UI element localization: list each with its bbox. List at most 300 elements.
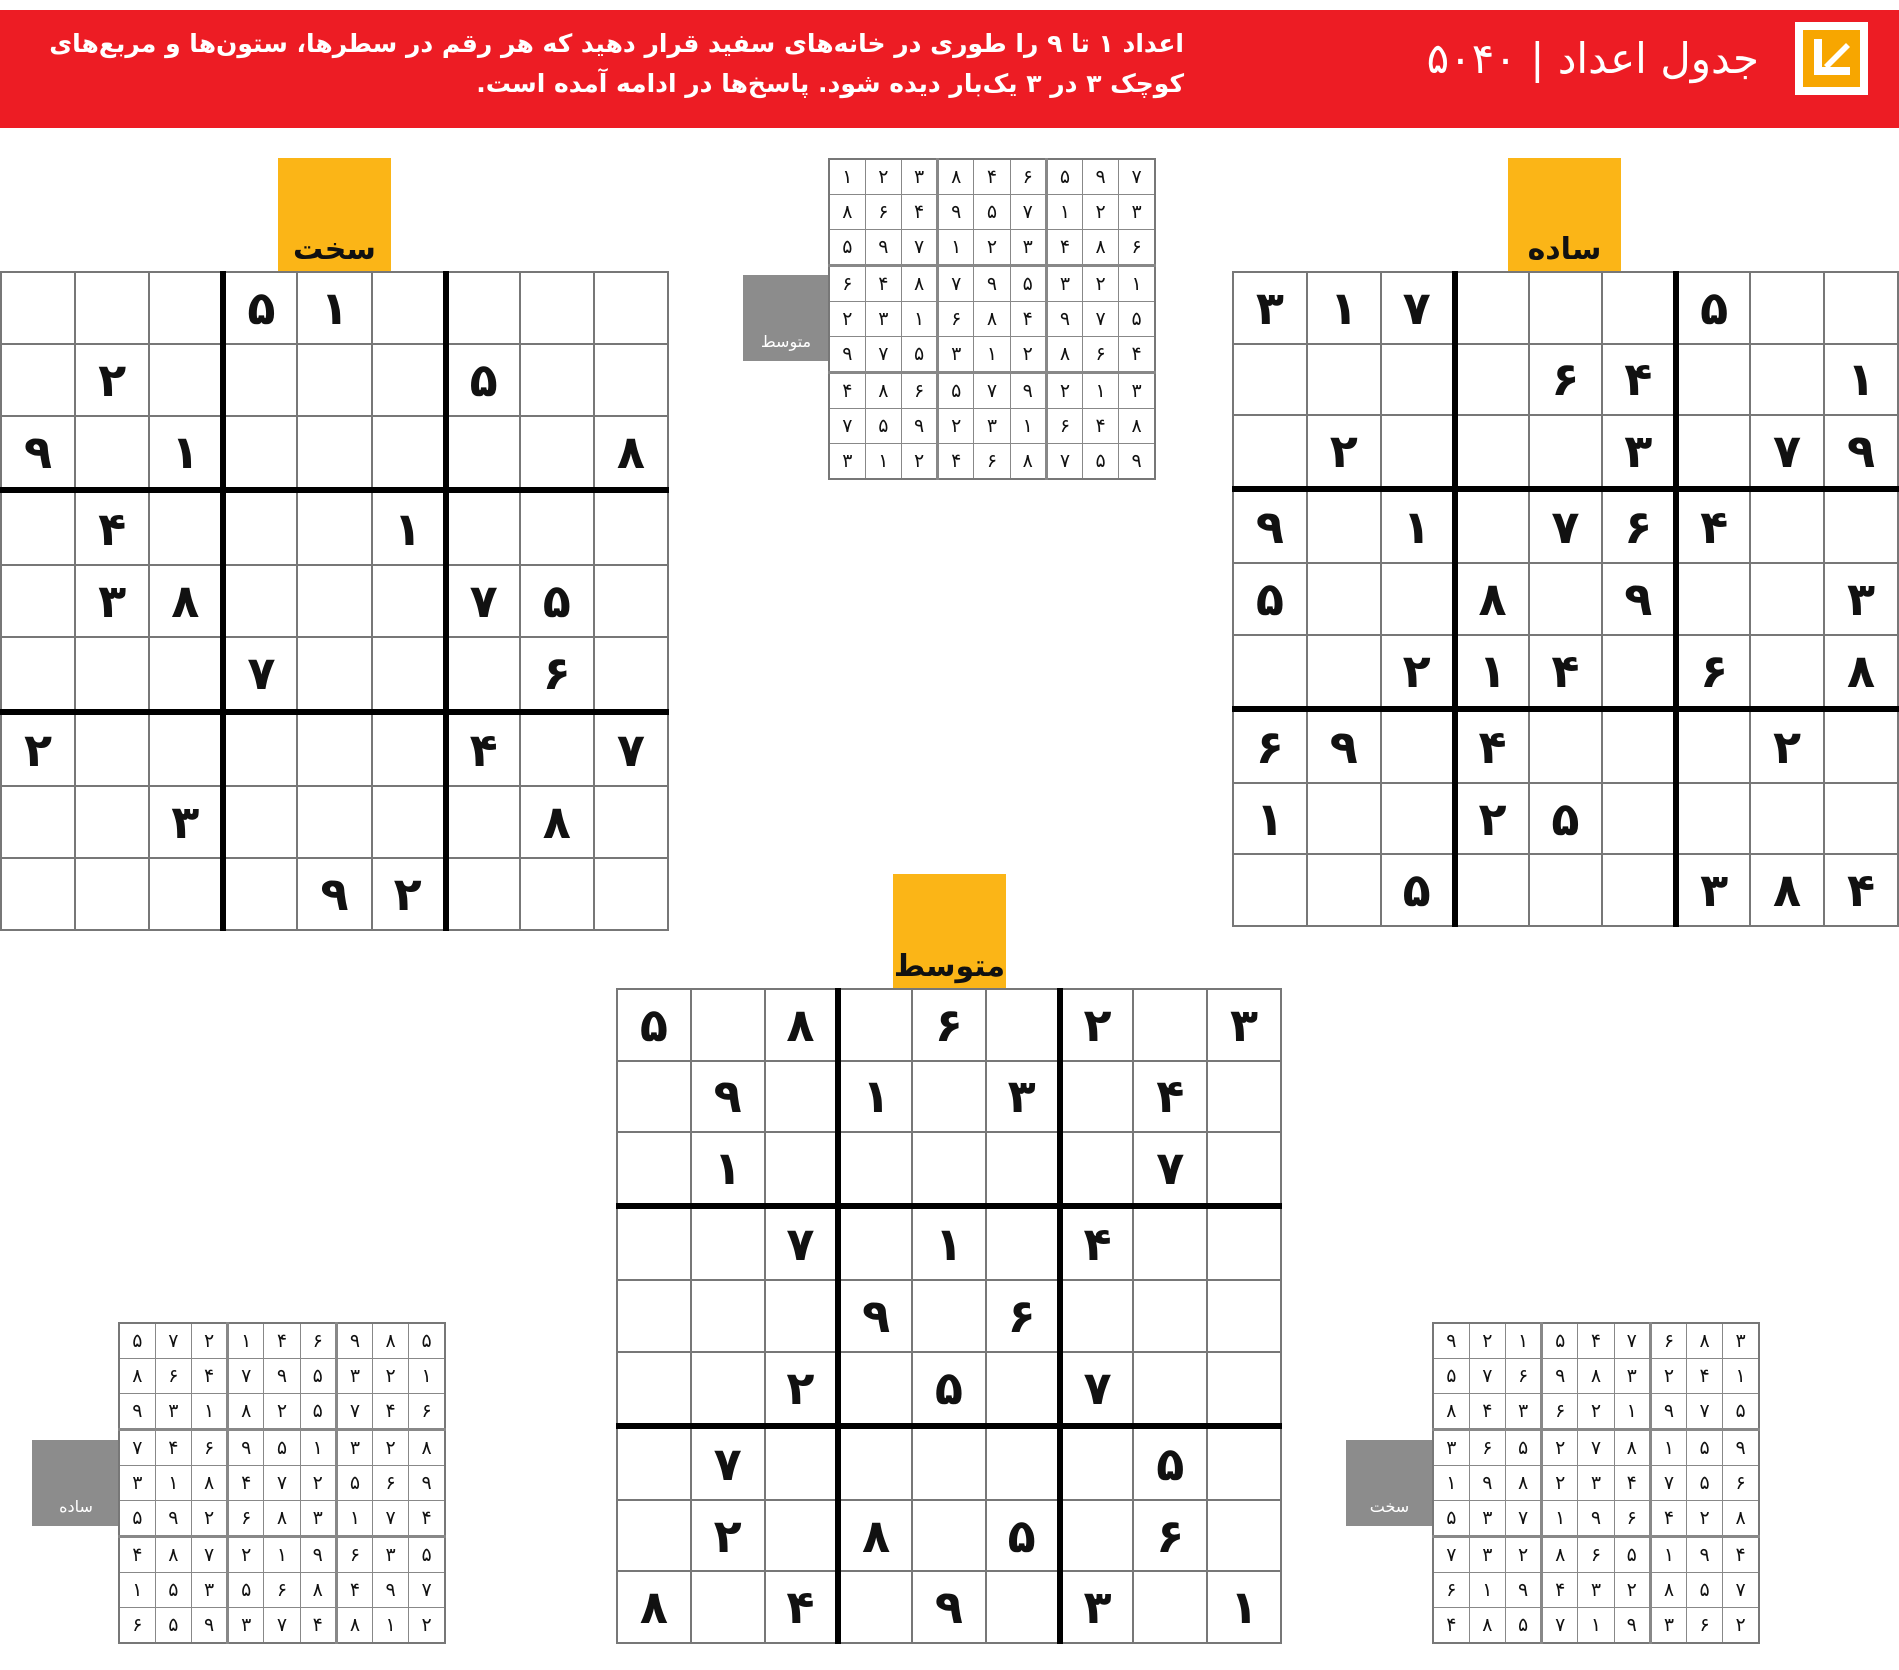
grid-cell: ۱ <box>912 1206 986 1280</box>
grid-cell <box>149 490 223 565</box>
grid-cell <box>1207 1280 1281 1352</box>
grid-cell: ۳ <box>75 565 149 637</box>
grid-cell: ۸ <box>1433 1393 1469 1429</box>
grid-cell <box>1133 1571 1207 1643</box>
grid-cell: ۵ <box>1119 302 1155 337</box>
grid-cell: ۱ <box>1723 1358 1759 1393</box>
grid-cell: ۹ <box>1650 1393 1686 1429</box>
grid-cell: ۶ <box>1083 336 1119 372</box>
grid-cell: ۲ <box>1307 415 1381 489</box>
grid-cell: ۸ <box>1650 1573 1686 1608</box>
grid-cell: ۸ <box>149 565 223 637</box>
grid-cell: ۷ <box>446 565 520 637</box>
grid-cell: ۶ <box>1469 1429 1505 1465</box>
grid-cell: ۱ <box>1542 1500 1578 1536</box>
grid-cell <box>520 344 594 416</box>
grid-cell: ۶ <box>1433 1573 1469 1608</box>
grid-cell: ۵ <box>300 1393 336 1429</box>
grid-cell: ۸ <box>838 1500 912 1572</box>
grid-cell: ۳ <box>829 443 865 479</box>
grid-cell <box>912 1426 986 1500</box>
grid-cell: ۵ <box>300 1358 336 1393</box>
grid-cell: ۳ <box>1119 194 1155 229</box>
instructions-text: اعداد ۱ تا ۹ را طوری در خانه‌های سفید قرار دهید که هر رقم در سطرها، ستون‌ها و مربع‌های کوچک ۳ در ۳ یک‌بار دیده شود. پاسخ‌ها در ادامه آمده است. <box>49 29 1184 98</box>
grid-cell: ۲ <box>373 1358 409 1393</box>
grid-cell <box>594 858 668 930</box>
grid-cell: ۹ <box>1723 1429 1759 1465</box>
answer-tag-hard: سخت <box>1346 1440 1433 1526</box>
grid-cell: ۲ <box>865 159 901 194</box>
grid-cell: ۵ <box>228 1573 264 1608</box>
grid-cell: ۶ <box>119 1607 155 1643</box>
grid-cell <box>1133 1352 1207 1426</box>
grid-cell: ۷ <box>155 1323 191 1358</box>
grid-cell: ۳ <box>1207 989 1281 1061</box>
grid-cell: ۴ <box>446 712 520 787</box>
grid-cell: ۵ <box>974 194 1010 229</box>
grid-cell: ۶ <box>1133 1500 1207 1572</box>
grid-cell: ۴ <box>264 1323 300 1358</box>
grid-cell <box>617 1061 691 1133</box>
grid-cell: ۸ <box>901 265 937 301</box>
grid-cell: ۷ <box>373 1500 409 1536</box>
grid-cell <box>75 858 149 930</box>
grid-cell: ۴ <box>300 1607 336 1643</box>
grid-cell: ۴ <box>1046 229 1082 265</box>
grid-cell: ۹ <box>1307 709 1381 783</box>
grid-cell <box>838 1352 912 1426</box>
grid-cell <box>1750 344 1824 416</box>
grid-cell: ۷ <box>765 1206 839 1280</box>
grid-cell: ۲ <box>75 344 149 416</box>
grid-cell: ۶ <box>264 1573 300 1608</box>
grid-cell: ۶ <box>1650 1323 1686 1358</box>
grid-cell: ۸ <box>300 1573 336 1608</box>
grid-cell: ۶ <box>1119 229 1155 265</box>
grid-cell <box>149 344 223 416</box>
tag-easy: ساده <box>1508 158 1621 271</box>
grid-cell: ۹ <box>1233 489 1307 563</box>
grid-cell: ۵ <box>617 989 691 1061</box>
grid-cell: ۷ <box>1542 1607 1578 1643</box>
grid-cell <box>297 637 371 712</box>
grid-cell: ۲ <box>372 858 446 930</box>
grid-cell: ۲ <box>1578 1393 1614 1429</box>
grid-cell <box>520 858 594 930</box>
grid-cell: ۳ <box>1010 229 1046 265</box>
grid-cell: ۴ <box>1650 1500 1686 1536</box>
grid-cell: ۵ <box>1433 1358 1469 1393</box>
grid-cell <box>765 1426 839 1500</box>
grid-cell <box>372 344 446 416</box>
grid-cell: ۹ <box>901 409 937 444</box>
grid-cell: ۵ <box>901 336 937 372</box>
tag-hard: سخت <box>278 158 391 271</box>
grid-cell: ۵ <box>155 1573 191 1608</box>
grid-cell: ۶ <box>336 1537 372 1573</box>
grid-cell: ۱ <box>155 1466 191 1501</box>
grid-cell <box>617 1426 691 1500</box>
grid-cell <box>1455 272 1529 344</box>
answer-easy <box>118 1322 446 1644</box>
grid-cell <box>1529 272 1603 344</box>
grid-cell: ۴ <box>1133 1061 1207 1133</box>
grid-cell <box>372 712 446 787</box>
grid-cell: ۵ <box>1676 272 1750 344</box>
grid-cell: ۴ <box>336 1573 372 1608</box>
grid-cell: ۹ <box>1469 1466 1505 1501</box>
grid-cell: ۱ <box>938 229 974 265</box>
grid-cell: ۶ <box>1578 1537 1614 1573</box>
grid-cell: ۸ <box>974 302 1010 337</box>
grid-cell <box>1381 783 1455 855</box>
answer-medium <box>828 158 1156 480</box>
grid-cell: ۵ <box>1233 563 1307 635</box>
grid-cell: ۴ <box>1083 409 1119 444</box>
grid-cell: ۱ <box>1824 344 1898 416</box>
grid-cell: ۷ <box>1433 1537 1469 1573</box>
grid-cell: ۳ <box>336 1429 372 1465</box>
puzzle-easy <box>1232 271 1899 927</box>
grid-cell <box>1207 1132 1281 1206</box>
grid-cell <box>1529 709 1603 783</box>
grid-cell: ۳ <box>119 1466 155 1501</box>
logo <box>1795 22 1868 95</box>
grid-cell: ۳ <box>1676 854 1750 926</box>
grid-cell: ۲ <box>691 1500 765 1572</box>
grid-cell: ۱ <box>1614 1393 1650 1429</box>
grid-cell: ۶ <box>1010 159 1046 194</box>
grid-cell <box>1602 709 1676 783</box>
grid-cell <box>297 344 371 416</box>
grid-cell: ۹ <box>300 1537 336 1573</box>
grid-cell <box>223 712 297 787</box>
grid-cell: ۲ <box>829 302 865 337</box>
grid-cell <box>691 1571 765 1643</box>
grid-cell: ۳ <box>1602 415 1676 489</box>
puzzle-hard <box>0 271 669 931</box>
grid-cell <box>1 272 75 344</box>
grid-cell <box>297 712 371 787</box>
grid-cell <box>75 786 149 858</box>
grid-cell: ۵ <box>1529 783 1603 855</box>
grid-cell: ۶ <box>1542 1393 1578 1429</box>
grid-cell <box>1455 489 1529 563</box>
grid-cell <box>1 858 75 930</box>
grid-cell: ۳ <box>1119 373 1155 409</box>
grid-cell: ۱ <box>865 443 901 479</box>
grid-cell <box>594 490 668 565</box>
grid-cell: ۹ <box>1083 159 1119 194</box>
grid-cell <box>446 637 520 712</box>
grid-cell: ۲ <box>1687 1500 1723 1536</box>
grid-cell: ۶ <box>1602 489 1676 563</box>
grid-cell: ۶ <box>1723 1466 1759 1501</box>
grid-cell: ۹ <box>1 416 75 491</box>
grid-cell: ۷ <box>1687 1393 1723 1429</box>
grid-cell <box>1307 563 1381 635</box>
grid-cell <box>912 1280 986 1352</box>
grid-cell <box>1676 783 1750 855</box>
grid-cell <box>372 637 446 712</box>
grid-cell <box>1207 1352 1281 1426</box>
grid-cell: ۴ <box>155 1429 191 1465</box>
grid-cell: ۸ <box>1723 1500 1759 1536</box>
grid-cell: ۹ <box>1010 373 1046 409</box>
puzzle-medium <box>616 988 1282 1644</box>
grid-cell <box>1207 1426 1281 1500</box>
grid-cell: ۵ <box>446 344 520 416</box>
grid-cell <box>372 272 446 344</box>
grid-cell <box>1602 783 1676 855</box>
grid-cell <box>912 1132 986 1206</box>
grid-cell: ۸ <box>264 1500 300 1536</box>
page-title: جدول اعداد | ۵۰۴۰ <box>1426 34 1759 83</box>
grid-cell: ۷ <box>865 336 901 372</box>
grid-cell: ۵ <box>1083 443 1119 479</box>
grid-cell: ۷ <box>1723 1573 1759 1608</box>
grid-cell: ۷ <box>1614 1323 1650 1358</box>
grid-cell: ۸ <box>594 416 668 491</box>
grid-cell: ۷ <box>1133 1132 1207 1206</box>
grid-cell <box>1824 709 1898 783</box>
grid-cell <box>594 272 668 344</box>
grid-cell: ۲ <box>1010 336 1046 372</box>
grid-cell: ۵ <box>520 565 594 637</box>
grid-cell: ۳ <box>1469 1537 1505 1573</box>
grid-cell: ۶ <box>1505 1358 1541 1393</box>
grid-cell: ۳ <box>1723 1323 1759 1358</box>
grid-cell <box>1824 272 1898 344</box>
grid-cell: ۹ <box>409 1466 445 1501</box>
grid-cell: ۷ <box>1529 489 1603 563</box>
grid-cell <box>1750 563 1824 635</box>
grid-cell <box>594 786 668 858</box>
grid-cell <box>75 416 149 491</box>
grid-cell <box>1676 563 1750 635</box>
grid-cell: ۵ <box>1614 1537 1650 1573</box>
grid-cell <box>912 1061 986 1133</box>
grid-cell: ۵ <box>1433 1500 1469 1536</box>
grid-cell: ۳ <box>155 1393 191 1429</box>
grid-cell <box>838 1132 912 1206</box>
grid-cell: ۶ <box>938 302 974 337</box>
grid-cell: ۹ <box>838 1280 912 1352</box>
grid-cell: ۶ <box>373 1466 409 1501</box>
grid-cell: ۲ <box>974 229 1010 265</box>
grid-cell <box>1207 1061 1281 1133</box>
grid-cell: ۹ <box>155 1500 191 1536</box>
grid-cell: ۳ <box>1650 1607 1686 1643</box>
grid-cell <box>223 416 297 491</box>
grid-cell: ۷ <box>594 712 668 787</box>
grid-cell: ۳ <box>228 1607 264 1643</box>
grid-cell: ۴ <box>1060 1206 1134 1280</box>
grid-cell: ۱ <box>829 159 865 194</box>
grid-cell: ۶ <box>986 1280 1060 1352</box>
grid-cell <box>1750 489 1824 563</box>
grid-cell: ۹ <box>1046 302 1082 337</box>
grid-cell <box>1676 415 1750 489</box>
grid-cell: ۶ <box>409 1393 445 1429</box>
grid-cell: ۲ <box>1381 635 1455 709</box>
grid-cell: ۱ <box>264 1537 300 1573</box>
grid-cell: ۵ <box>1687 1429 1723 1465</box>
grid-cell <box>1233 854 1307 926</box>
grid-cell: ۷ <box>1650 1466 1686 1501</box>
grid-cell <box>691 1352 765 1426</box>
grid-cell <box>1060 1280 1134 1352</box>
grid-cell: ۷ <box>1469 1358 1505 1393</box>
grid-cell: ۹ <box>1433 1323 1469 1358</box>
grid-cell: ۷ <box>1083 302 1119 337</box>
grid-cell: ۸ <box>1046 336 1082 372</box>
grid-cell <box>1 490 75 565</box>
grid-cell: ۹ <box>829 336 865 372</box>
grid-cell: ۹ <box>191 1607 227 1643</box>
grid-cell: ۷ <box>1505 1500 1541 1536</box>
grid-cell: ۹ <box>1687 1537 1723 1573</box>
grid-cell <box>1750 635 1824 709</box>
grid-cell: ۶ <box>901 373 937 409</box>
grid-cell: ۵ <box>938 373 974 409</box>
grid-cell <box>1529 415 1603 489</box>
grid-cell: ۱ <box>1505 1323 1541 1358</box>
grid-cell <box>520 712 594 787</box>
grid-cell: ۸ <box>765 989 839 1061</box>
grid-cell <box>986 1132 1060 1206</box>
grid-cell <box>1 786 75 858</box>
grid-cell <box>75 712 149 787</box>
grid-cell: ۲ <box>1650 1358 1686 1393</box>
grid-cell: ۲ <box>1750 709 1824 783</box>
grid-cell: ۴ <box>1455 709 1529 783</box>
grid-cell: ۳ <box>1060 1571 1134 1643</box>
grid-cell: ۵ <box>865 409 901 444</box>
grid-cell: ۱ <box>838 1061 912 1133</box>
grid-cell: ۴ <box>119 1537 155 1573</box>
grid-cell: ۲ <box>1083 194 1119 229</box>
grid-cell: ۴ <box>1824 854 1898 926</box>
grid-cell: ۵ <box>223 272 297 344</box>
grid-cell: ۴ <box>974 159 1010 194</box>
grid-cell <box>520 272 594 344</box>
grid-cell <box>1750 783 1824 855</box>
grid-cell: ۶ <box>1687 1607 1723 1643</box>
grid-cell: ۵ <box>264 1429 300 1465</box>
grid-cell: ۳ <box>1469 1500 1505 1536</box>
grid-cell: ۳ <box>1433 1429 1469 1465</box>
grid-cell <box>149 712 223 787</box>
grid-cell: ۴ <box>1578 1323 1614 1358</box>
grid-cell: ۱ <box>1455 635 1529 709</box>
grid-cell: ۴ <box>1723 1537 1759 1573</box>
grid-cell: ۴ <box>1433 1607 1469 1643</box>
grid-cell <box>765 1280 839 1352</box>
grid-cell: ۵ <box>155 1607 191 1643</box>
grid-cell <box>765 1500 839 1572</box>
grid-cell: ۴ <box>228 1466 264 1501</box>
grid-cell: ۸ <box>1750 854 1824 926</box>
grid-cell: ۳ <box>1233 272 1307 344</box>
grid-cell: ۱ <box>901 302 937 337</box>
grid-cell: ۱ <box>1207 1571 1281 1643</box>
grid-cell <box>1602 854 1676 926</box>
grid-cell <box>691 1206 765 1280</box>
grid-cell: ۲ <box>1505 1537 1541 1573</box>
grid-cell <box>691 1280 765 1352</box>
grid-cell: ۸ <box>119 1358 155 1393</box>
grid-cell: ۵ <box>409 1537 445 1573</box>
grid-cell: ۷ <box>336 1393 372 1429</box>
grid-cell: ۸ <box>1542 1537 1578 1573</box>
grid-cell <box>1 637 75 712</box>
grid-cell: ۷ <box>1046 443 1082 479</box>
grid-cell: ۹ <box>1505 1573 1541 1608</box>
grid-cell: ۶ <box>228 1500 264 1536</box>
grid-cell: ۱ <box>1650 1537 1686 1573</box>
grid-cell <box>446 786 520 858</box>
grid-cell: ۸ <box>1083 229 1119 265</box>
grid-cell <box>149 858 223 930</box>
grid-cell: ۳ <box>300 1500 336 1536</box>
grid-cell: ۹ <box>1578 1500 1614 1536</box>
grid-cell <box>1529 854 1603 926</box>
grid-cell: ۹ <box>228 1429 264 1465</box>
grid-cell: ۱ <box>1578 1607 1614 1643</box>
grid-cell: ۷ <box>264 1466 300 1501</box>
grid-cell: ۴ <box>409 1500 445 1536</box>
grid-cell: ۴ <box>1542 1573 1578 1608</box>
grid-cell: ۲ <box>1469 1323 1505 1358</box>
grid-cell <box>765 1132 839 1206</box>
grid-cell: ۵ <box>1687 1573 1723 1608</box>
grid-cell: ۸ <box>1687 1323 1723 1358</box>
grid-cell <box>617 1132 691 1206</box>
grid-cell <box>446 490 520 565</box>
grid-cell <box>372 786 446 858</box>
grid-cell: ۴ <box>865 265 901 301</box>
grid-cell: ۱ <box>372 490 446 565</box>
grid-cell: ۹ <box>297 858 371 930</box>
grid-cell: ۳ <box>901 159 937 194</box>
grid-cell: ۱ <box>974 336 1010 372</box>
grid-cell <box>1133 1206 1207 1280</box>
grid-cell: ۱ <box>1650 1429 1686 1465</box>
grid-cell: ۵ <box>1133 1426 1207 1500</box>
grid-cell <box>223 786 297 858</box>
grid-cell: ۷ <box>691 1426 765 1500</box>
grid-cell: ۵ <box>1381 854 1455 926</box>
grid-cell: ۲ <box>1723 1607 1759 1643</box>
grid-cell: ۲ <box>264 1393 300 1429</box>
grid-cell: ۱ <box>336 1500 372 1536</box>
grid-cell: ۹ <box>1119 443 1155 479</box>
grid-cell <box>1307 854 1381 926</box>
grid-cell <box>1207 1500 1281 1572</box>
grid-cell <box>1233 635 1307 709</box>
grid-cell: ۶ <box>829 265 865 301</box>
grid-cell: ۷ <box>1381 272 1455 344</box>
grid-cell: ۸ <box>1469 1607 1505 1643</box>
grid-cell <box>75 272 149 344</box>
grid-cell: ۲ <box>1614 1573 1650 1608</box>
grid-cell: ۲ <box>1542 1429 1578 1465</box>
grid-cell: ۸ <box>1119 409 1155 444</box>
grid-cell: ۳ <box>1505 1393 1541 1429</box>
grid-cell: ۸ <box>336 1607 372 1643</box>
grid-cell: ۸ <box>1614 1429 1650 1465</box>
